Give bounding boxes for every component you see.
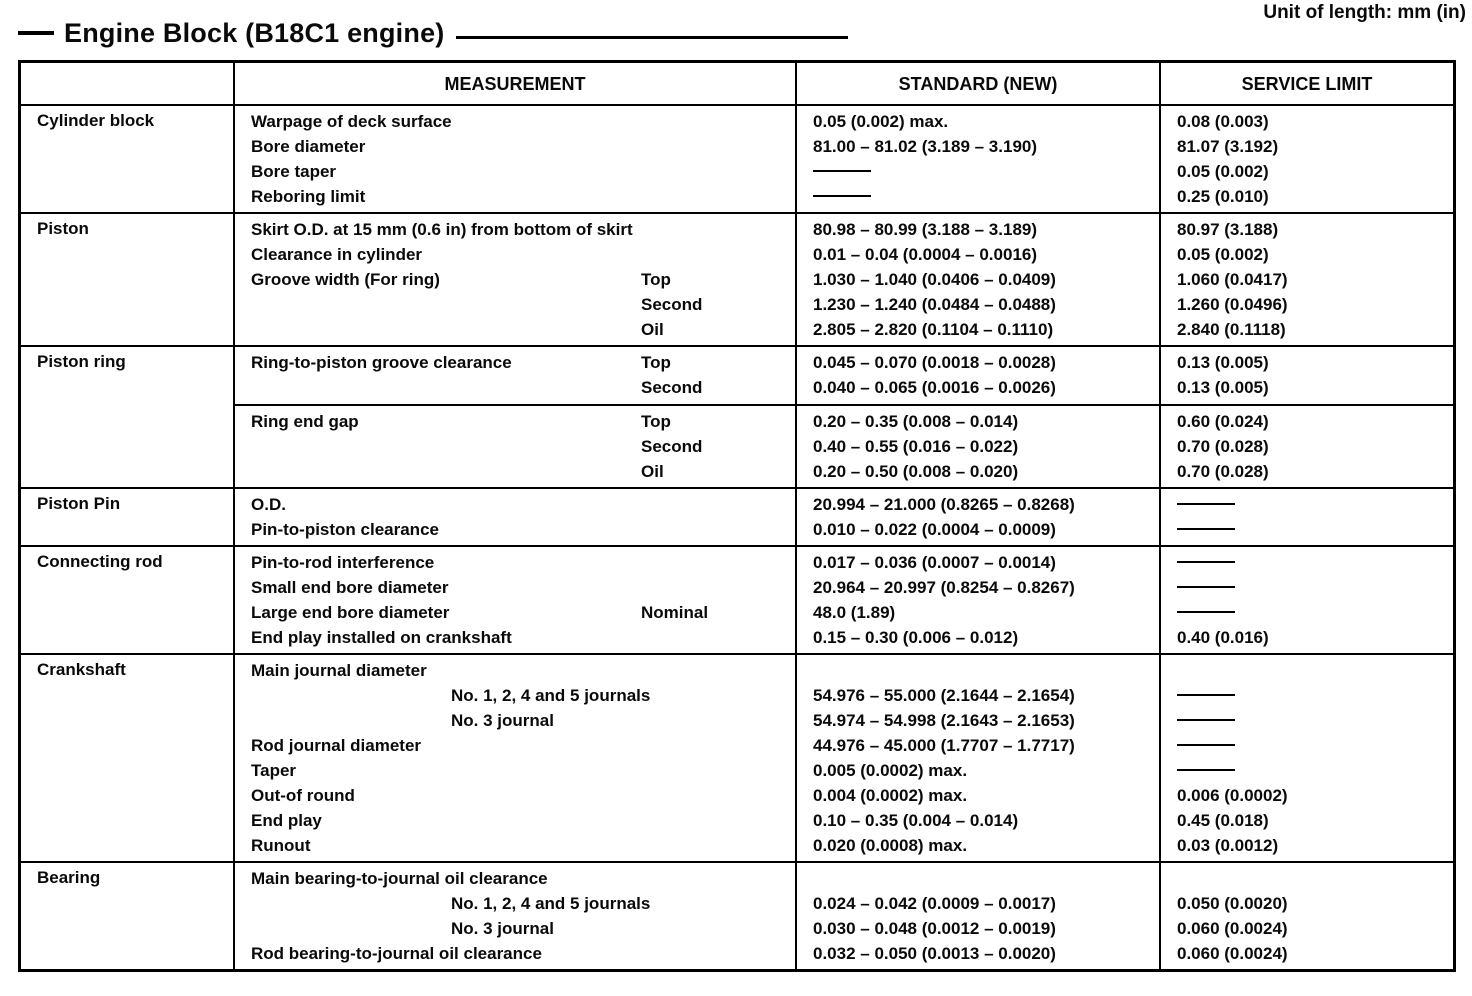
measurement-line (235, 891, 795, 916)
service-cell (1159, 547, 1453, 653)
standard-value: 44.976 – 45.000 (1.7707 – 1.7717) (813, 736, 1075, 755)
standard-value: 54.974 – 54.998 (2.1643 – 2.1653) (813, 711, 1075, 730)
titlebar (18, 8, 1456, 58)
measurement-text: O.D. (251, 495, 286, 514)
measurement-text (251, 292, 256, 317)
service-limit-value: 0.13 (0.005) (1177, 378, 1269, 397)
measurement-text: No. 3 journal (451, 711, 554, 730)
spec-group (21, 861, 1453, 969)
unit-note: Unit of length: mm (in) (1263, 2, 1466, 23)
standard-value: 0.15 – 0.30 (0.006 – 0.012) (813, 628, 1019, 647)
service-limit-value (1161, 708, 1453, 733)
service-limit-value: 0.006 (0.0002) (1177, 786, 1288, 805)
measurement-text: Large end bore diameter (251, 603, 450, 622)
service-limit-value: 0.05 (0.002) (1177, 245, 1269, 264)
component-label: Bearing (37, 868, 101, 887)
measurement-text: No. 3 journal (451, 919, 554, 938)
measurement-text: Taper (251, 761, 297, 780)
group-divider (1161, 400, 1453, 409)
measurement-text: Bore taper (251, 162, 337, 181)
service-cell (1159, 863, 1453, 969)
standard-value: 48.0 (1.89) (813, 603, 896, 622)
spec-group (21, 212, 1453, 345)
table-header-row (21, 63, 1453, 104)
measurement-text: Clearance in cylinder (251, 245, 423, 264)
measurement-text: Rod bearing-to-journal oil clearance (251, 944, 542, 963)
dash-placeholder (1177, 769, 1235, 771)
service-limit-value (1161, 758, 1453, 783)
measurement-line (235, 492, 795, 517)
measurement-sublabel: Nominal (641, 603, 709, 622)
service-limit-value: 80.97 (3.188) (1177, 220, 1279, 239)
measurement-sublabel: Top (641, 353, 671, 372)
measurement-line (235, 941, 795, 966)
measurement-line (235, 517, 795, 542)
measurement-line (235, 409, 795, 434)
standard-value: 0.010 – 0.022 (0.0004 – 0.0009) (813, 520, 1056, 539)
measurement-line (235, 625, 795, 650)
service-limit-value: 0.13 (0.005) (1177, 353, 1269, 372)
component-label: Crankshaft (37, 660, 126, 679)
measurement-cell (233, 547, 795, 653)
dash-placeholder (1177, 528, 1235, 530)
standard-cell (795, 655, 1159, 861)
service-limit-value (1161, 575, 1453, 600)
standard-cell (795, 863, 1159, 969)
component-cell (21, 347, 233, 487)
spec-group (21, 104, 1453, 212)
measurement-cell (233, 863, 795, 969)
service-limit-value (1161, 600, 1453, 625)
measurement-text: Rod journal diameter (251, 736, 422, 755)
service-limit-value (1161, 517, 1453, 542)
service-limit-value: 0.70 (0.028) (1177, 437, 1269, 456)
measurement-line (235, 242, 795, 267)
spec-table (18, 60, 1456, 972)
measurement-line (235, 159, 795, 184)
standard-value: 0.05 (0.002) max. (813, 112, 949, 131)
measurement-text: Ring end gap (251, 412, 359, 431)
measurement-text: End play installed on crankshaft (251, 628, 512, 647)
measurement-sublabel: Oil (641, 320, 664, 339)
service-limit-value: 1.260 (0.0496) (1177, 295, 1288, 314)
standard-value (797, 159, 1159, 184)
service-limit-value: 0.08 (0.003) (1177, 112, 1269, 131)
standard-value: 0.20 – 0.35 (0.008 – 0.014) (813, 412, 1019, 431)
measurement-text: End play (251, 811, 322, 830)
measurement-text: Main journal diameter (251, 661, 427, 680)
service-limit-value: 0.25 (0.010) (1177, 187, 1269, 206)
title-leading-rule (18, 31, 54, 35)
measurement-text: Warpage of deck surface (251, 112, 452, 131)
standard-cell (795, 547, 1159, 653)
page-title: Engine Block (B18C1 engine) (64, 17, 445, 48)
measurement-text: Runout (251, 836, 311, 855)
standard-value: 0.020 (0.0008) max. (813, 836, 968, 855)
service-limit-value: 0.050 (0.0020) (1177, 894, 1288, 913)
standard-cell (795, 489, 1159, 545)
spec-group (21, 545, 1453, 653)
measurement-line (235, 459, 795, 484)
standard-value: 0.20 – 0.50 (0.008 – 0.020) (813, 462, 1019, 481)
dash-placeholder (1177, 503, 1235, 505)
standard-value: 1.030 – 1.040 (0.0406 – 0.0409) (813, 270, 1056, 289)
measurement-line (235, 758, 795, 783)
measurement-text: Skirt O.D. at 15 mm (0.6 in) from bottom of skirt (251, 220, 633, 239)
measurement-line (235, 550, 795, 575)
component-cell (21, 655, 233, 861)
dash-placeholder (1177, 561, 1235, 563)
measurement-text: Main bearing-to-journal oil clearance (251, 869, 548, 888)
header-measurement: MEASUREMENT (233, 63, 795, 104)
service-limit-value (1161, 683, 1453, 708)
measurement-text (251, 459, 256, 484)
standard-cell (795, 214, 1159, 345)
service-limit-value: 0.03 (0.0012) (1177, 836, 1279, 855)
measurement-line (235, 916, 795, 941)
standard-value: 20.994 – 21.000 (0.8265 – 0.8268) (813, 495, 1075, 514)
measurement-line (235, 833, 795, 858)
measurement-line (235, 434, 795, 459)
standard-value: 0.40 – 0.55 (0.016 – 0.022) (813, 437, 1019, 456)
measurement-text (251, 317, 256, 342)
dash-placeholder (813, 170, 871, 172)
service-limit-value: 81.07 (3.192) (1177, 137, 1279, 156)
service-limit-value: 1.060 (0.0417) (1177, 270, 1288, 289)
standard-cell (795, 106, 1159, 212)
service-limit-value: 0.40 (0.016) (1177, 628, 1269, 647)
measurement-text (251, 375, 256, 400)
service-limit-value: 0.45 (0.018) (1177, 811, 1269, 830)
service-cell (1159, 214, 1453, 345)
measurement-line (235, 375, 795, 400)
measurement-sublabel: Top (641, 412, 671, 431)
standard-value (797, 866, 1159, 891)
service-limit-value (1161, 492, 1453, 517)
measurement-text: Groove width (For ring) (251, 270, 440, 289)
measurement-line (235, 600, 795, 625)
spec-group (21, 487, 1453, 545)
measurement-text: Bore diameter (251, 137, 366, 156)
service-limit-value: 0.60 (0.024) (1177, 412, 1269, 431)
title-rule (456, 36, 848, 39)
dash-placeholder (1177, 611, 1235, 613)
standard-value: 0.10 – 0.35 (0.004 – 0.014) (813, 811, 1019, 830)
measurement-line (235, 184, 795, 209)
component-label: Connecting rod (37, 552, 163, 571)
standard-value: 0.024 – 0.042 (0.0009 – 0.0017) (813, 894, 1056, 913)
standard-cell (795, 347, 1159, 487)
dash-placeholder (813, 195, 871, 197)
measurement-text: Pin-to-piston clearance (251, 520, 439, 539)
dash-placeholder (1177, 694, 1235, 696)
standard-value: 0.040 – 0.065 (0.0016 – 0.0026) (813, 378, 1056, 397)
measurement-line (235, 866, 795, 891)
measurement-text: Pin-to-rod interference (251, 553, 435, 572)
service-limit-value: 0.70 (0.028) (1177, 462, 1269, 481)
component-label: Piston Pin (37, 494, 121, 513)
standard-value: 0.045 – 0.070 (0.0018 – 0.0028) (813, 353, 1056, 372)
standard-value: 20.964 – 20.997 (0.8254 – 0.8267) (813, 578, 1075, 597)
standard-value: 0.032 – 0.050 (0.0013 – 0.0020) (813, 944, 1056, 963)
group-divider (235, 400, 795, 409)
service-limit-value: 0.060 (0.0024) (1177, 919, 1288, 938)
component-cell (21, 863, 233, 969)
standard-value: 80.98 – 80.99 (3.188 – 3.189) (813, 220, 1038, 239)
dash-placeholder (1177, 744, 1235, 746)
measurement-text: No. 1, 2, 4 and 5 journals (451, 686, 651, 705)
service-limit-value (1161, 866, 1453, 891)
header-service: SERVICE LIMIT (1159, 63, 1453, 104)
standard-value: 81.00 – 81.02 (3.189 – 3.190) (813, 137, 1038, 156)
measurement-text: Small end bore diameter (251, 578, 449, 597)
measurement-sublabel: Second (641, 378, 703, 397)
measurement-line (235, 109, 795, 134)
measurement-line (235, 783, 795, 808)
dash-placeholder (1177, 719, 1235, 721)
component-label: Piston (37, 219, 89, 238)
standard-value: 0.017 – 0.036 (0.0007 – 0.0014) (813, 553, 1056, 572)
standard-value: 0.030 – 0.048 (0.0012 – 0.0019) (813, 919, 1056, 938)
measurement-line (235, 134, 795, 159)
standard-value: 54.976 – 55.000 (2.1644 – 2.1654) (813, 686, 1075, 705)
dash-placeholder (1177, 586, 1235, 588)
measurement-line (235, 808, 795, 833)
service-cell (1159, 489, 1453, 545)
measurement-line (235, 733, 795, 758)
measurement-cell (233, 106, 795, 212)
measurement-sublabel: Top (641, 270, 671, 289)
measurement-line (235, 292, 795, 317)
standard-value (797, 658, 1159, 683)
standard-value: 0.01 – 0.04 (0.0004 – 0.0016) (813, 245, 1038, 264)
service-limit-value: 0.060 (0.0024) (1177, 944, 1288, 963)
component-cell (21, 489, 233, 545)
service-cell (1159, 106, 1453, 212)
measurement-line (235, 267, 795, 292)
measurement-line (235, 217, 795, 242)
standard-value: 2.805 – 2.820 (0.1104 – 0.1110) (813, 320, 1054, 339)
measurement-text (251, 434, 256, 459)
measurement-text: Out-of round (251, 786, 355, 805)
measurement-cell (233, 347, 795, 487)
measurement-line (235, 683, 795, 708)
service-limit-value (1161, 733, 1453, 758)
component-label: Cylinder block (37, 111, 155, 130)
service-limit-value (1161, 550, 1453, 575)
measurement-line (235, 658, 795, 683)
measurement-sublabel: Second (641, 295, 703, 314)
measurement-line (235, 708, 795, 733)
group-divider (797, 400, 1159, 409)
component-cell (21, 547, 233, 653)
measurement-line (235, 350, 795, 375)
component-label: Piston ring (37, 352, 126, 371)
header-standard: STANDARD (NEW) (795, 63, 1159, 104)
measurement-line (235, 575, 795, 600)
measurement-line (235, 317, 795, 342)
measurement-cell (233, 655, 795, 861)
measurement-sublabel: Oil (641, 462, 664, 481)
standard-value: 0.004 (0.0002) max. (813, 786, 968, 805)
standard-value: 0.005 (0.0002) max. (813, 761, 968, 780)
spec-group (21, 653, 1453, 861)
standard-value: 1.230 – 1.240 (0.0484 – 0.0488) (813, 295, 1056, 314)
measurement-cell (233, 214, 795, 345)
service-cell (1159, 655, 1453, 861)
service-limit-value: 0.05 (0.002) (1177, 162, 1269, 181)
standard-value (797, 184, 1159, 209)
measurement-sublabel: Second (641, 437, 703, 456)
header-component (21, 63, 233, 104)
service-cell (1159, 347, 1453, 487)
measurement-text: Ring-to-piston groove clearance (251, 353, 512, 372)
service-limit-value (1161, 658, 1453, 683)
measurement-cell (233, 489, 795, 545)
measurement-text: No. 1, 2, 4 and 5 journals (451, 894, 651, 913)
component-cell (21, 214, 233, 345)
measurement-text: Reboring limit (251, 187, 366, 206)
spec-group (21, 345, 1453, 487)
component-cell (21, 106, 233, 212)
service-limit-value: 2.840 (0.1118) (1177, 320, 1286, 339)
